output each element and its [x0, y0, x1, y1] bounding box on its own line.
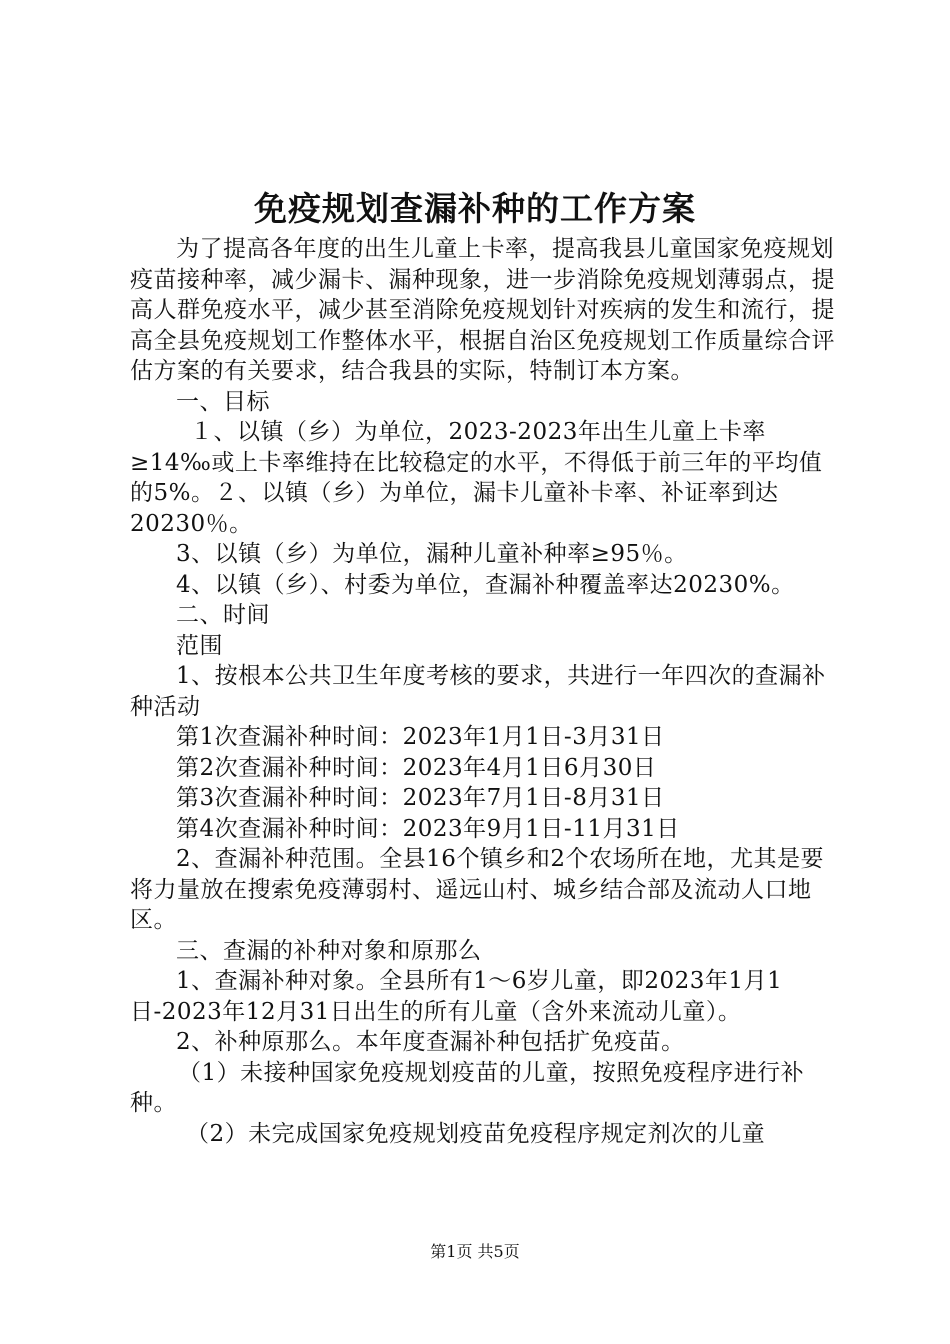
schedule-round-1: 第1次查漏补种时间：2023年1月1日-3月31日 — [176, 724, 665, 750]
schedule-round-2: 第2次查漏补种时间：2023年4月1日6月30日 — [176, 754, 657, 781]
section-heading-time: 二、时间 — [176, 602, 270, 628]
goal-paragraph-3: 3、以镇（乡）为单位，漏种儿童补种率≥95％。 — [176, 541, 688, 567]
section-heading-goals: 一、目标 — [176, 388, 270, 415]
principle-item-1: （1）未接种国家免疫规划疫苗的儿童，按照免疫程序进行补种。 — [130, 1059, 805, 1116]
goal-paragraph-4: 4、以镇（乡）、村委为单位，查漏补种覆盖率达20230%。 — [176, 571, 795, 598]
principle-paragraph: 2、补种原那么。本年度查漏补种包括扩免疫苗。 — [176, 1029, 685, 1055]
schedule-round-3: 第3次查漏补种时间：2023年7月1日-8月31日 — [176, 785, 665, 811]
section-heading-targets: 三、查漏的补种对象和原那么 — [176, 937, 482, 964]
page-footer: 第1页 共5页 — [430, 1242, 520, 1261]
intro-paragraph: 为了提高各年度的出生儿童上卡率，提高我县儿童国家免疫规划疫苗接种率，减少漏卡、漏种现象，进一步消除免疫规划薄弱点，提高人群免疫水平，减少甚至消除免疫规划针对疾病的发生和流行，提高全县免疫规划工作整体水平，根据自治区免疫规划工作质量综合评估方案的有关要求，结合我县的实际，特制订本方案。 — [130, 236, 835, 384]
scope-paragraph: 2、查漏补种范围。全县16个镇乡和2个农场所在地，尤其是要将力量放在搜索免疫薄弱村、遥远山村、城乡结合部及流动人口地区。 — [130, 846, 825, 933]
principle-item-2: （2）未完成国家免疫规划疫苗免疫程序规定剂次的儿童 — [186, 1120, 766, 1147]
targets-paragraph: 1、查漏补种对象。全县所有1～6岁儿童，即2023年1月1日-2023年12月31日出生的所有儿童（含外来流动儿童）。 — [130, 968, 783, 1025]
goal-paragraph-1-2: １、以镇（乡）为单位，2023-2023年出生儿童上卡率≥14‰或上卡率维持在比较稳定的水平，不得低于前三年的平均值的5%。２、以镇（乡）为单位，漏卡儿童补卡率、补证率到达20230％。 — [130, 419, 823, 537]
scope-label: 范围 — [176, 632, 223, 659]
schedule-round-4: 第4次查漏补种时间：2023年9月1日-11月31日 — [176, 815, 680, 842]
document-body — [130, 234, 840, 1149]
document-title: 免疫规划查漏补种的工作方案 — [254, 189, 696, 228]
time-paragraph-1: 1、按根本公共卫生年度考核的要求，共进行一年四次的查漏补种活动 — [130, 663, 826, 720]
